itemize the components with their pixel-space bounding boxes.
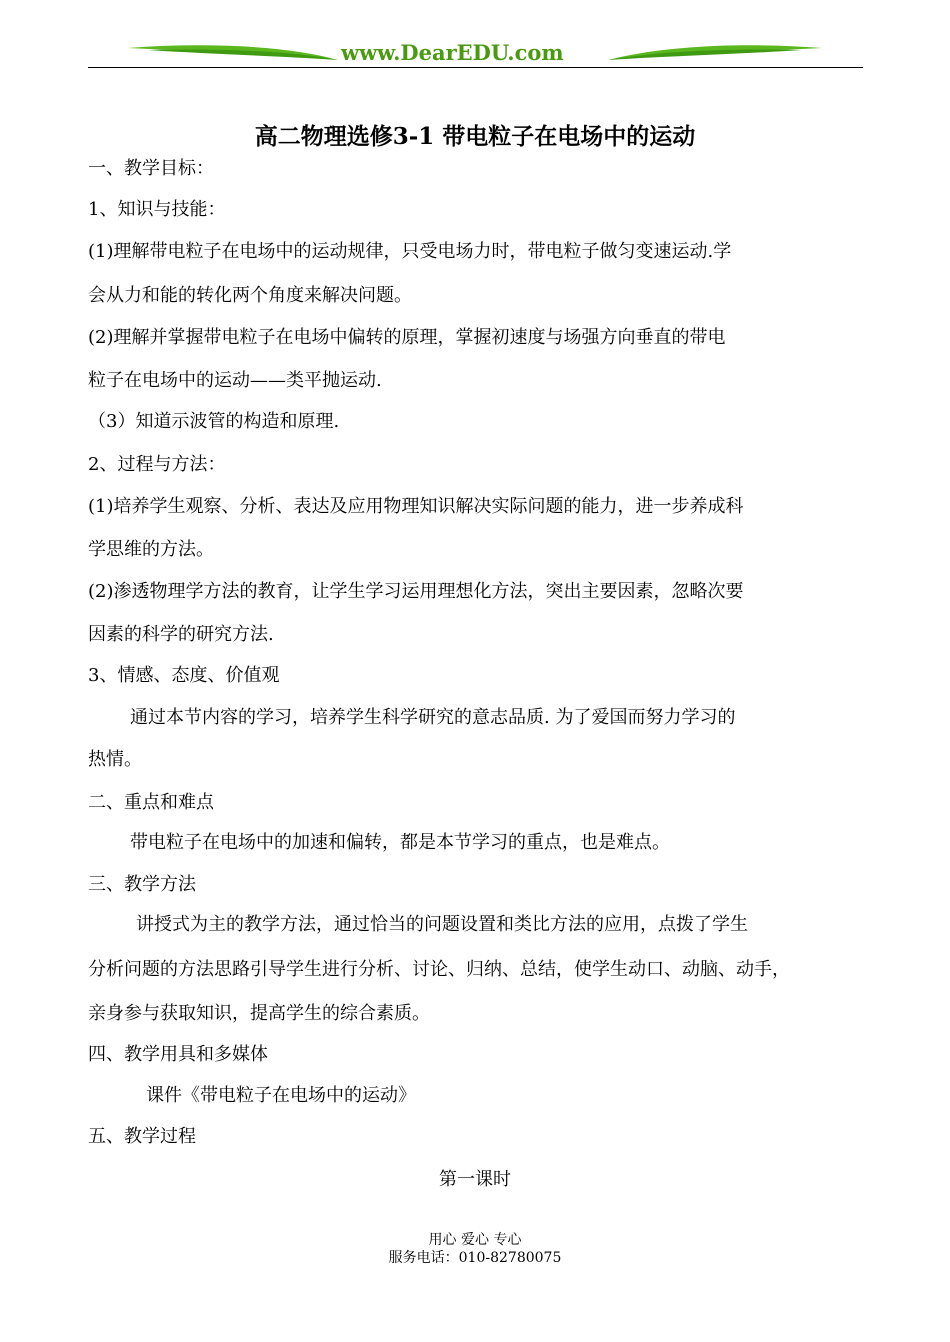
paragraph-line: 带电粒子在电场中的加速和偏转，都是本节学习的重点，也是难点。 — [130, 832, 670, 853]
paragraph-line: (2)理解并掌握带电粒子在电场中偏转的原理，掌握初速度与场强方向垂直的带电 — [88, 327, 726, 348]
section-heading: 四、教学用具和多媒体 — [88, 1044, 268, 1065]
section-heading: 三、教学方法 — [88, 874, 196, 895]
paragraph-line: (1)理解带电粒子在电场中的运动规律，只受电场力时，带电粒子做匀变速运动.学 — [88, 241, 732, 262]
paragraph-line: 会从力和能的转化两个角度来解决问题。 — [88, 285, 412, 306]
paragraph-line: 学思维的方法。 — [88, 539, 214, 560]
paragraph-line: 热情。 — [88, 749, 142, 770]
paragraph-line: 粒子在电场中的运动——类平抛运动. — [88, 370, 382, 391]
section-heading: 二、重点和难点 — [88, 792, 214, 813]
section-heading: 五、教学过程 — [88, 1126, 196, 1147]
paragraph-line: 通过本节内容的学习，培养学生科学研究的意志品质. 为了爱国而努力学习的 — [130, 707, 736, 728]
paragraph-line: 讲授式为主的教学方法，通过恰当的问题设置和类比方法的应用，点拨了学生 — [136, 914, 748, 935]
footer-phone: 服务电话：010-82780075 — [388, 1250, 562, 1266]
paragraph-line: （3）知道示波管的构造和原理. — [88, 411, 340, 432]
header-rule — [88, 67, 863, 68]
section-heading: 一、教学目标： — [88, 158, 214, 179]
site-logo: www.DearEDU.com — [341, 40, 564, 65]
subsection-heading: 1、知识与技能： — [88, 199, 226, 220]
paragraph-line: 亲身参与获取知识，提高学生的综合素质。 — [88, 1003, 430, 1024]
paragraph-line: (2)渗透物理学方法的教育，让学生学习运用理想化方法，突出主要因素，忽略次要 — [88, 581, 744, 602]
paragraph-line: (1)培养学生观察、分析、表达及应用物理知识解决实际问题的能力，进一步养成科 — [88, 496, 744, 517]
subsection-heading: 3、情感、态度、价值观 — [88, 665, 280, 686]
subsection-heading: 2、过程与方法： — [88, 454, 226, 475]
paragraph-line: 课件《带电粒子在电场中的运动》 — [146, 1085, 416, 1106]
document-title: 高二物理选修3-1 带电粒子在电场中的运动 — [254, 123, 696, 150]
paragraph-line: 因素的科学的研究方法. — [88, 624, 274, 645]
footer-slogan: 用心 爱心 专心 — [428, 1232, 522, 1248]
session-heading: 第一课时 — [439, 1169, 511, 1190]
paragraph-line: 分析问题的方法思路引导学生进行分析、讨论、归纳、总结，使学生动口、动脑、动手， — [88, 959, 790, 980]
